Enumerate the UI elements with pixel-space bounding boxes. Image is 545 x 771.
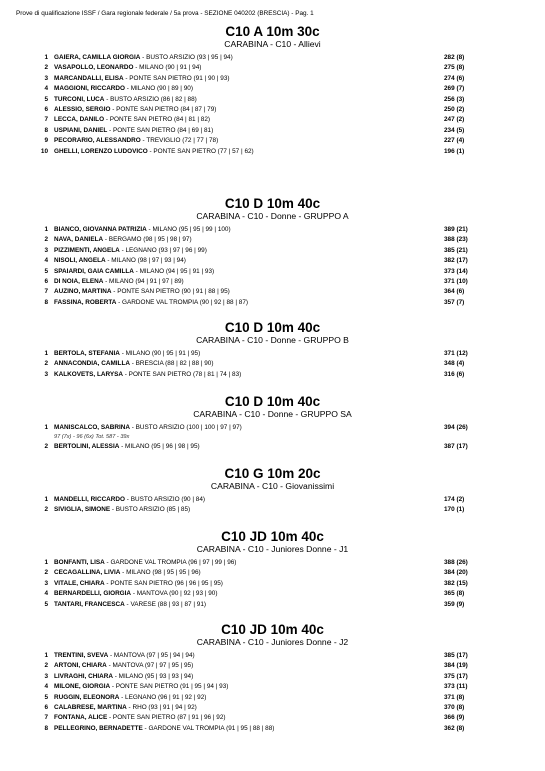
total-score: 256 (3) — [444, 95, 465, 103]
total-score: 174 (2) — [444, 496, 465, 503]
rank-number: 2 — [44, 569, 48, 577]
total-score: 388 (26) — [444, 559, 468, 566]
athlete-name: TURCONI, LUCA — [54, 95, 105, 103]
rank-number: 5 — [44, 95, 48, 103]
athlete-name: PIZZIMENTI, ANGELA — [54, 246, 120, 254]
athlete-detail: - MILANO (90 | 95 | 91 | 95) — [119, 350, 201, 357]
athlete-name: MANISCALCO, SABRINA — [54, 424, 130, 431]
athlete-entry — [54, 423, 242, 433]
athlete-name: PELLEGRINO, BERNADETTE — [54, 724, 143, 732]
rank-number: 1 — [44, 350, 48, 357]
rank-number: 2 — [44, 443, 48, 451]
athlete-entry — [54, 724, 274, 734]
total-score: 316 (6) — [444, 370, 465, 378]
athlete-name: NISOLI, ANGELA — [54, 257, 106, 265]
results-list — [0, 651, 545, 734]
athlete-detail: - MILANO (95 | 96 | 98 | 95) — [119, 443, 200, 451]
athlete-detail: - PONTE SAN PIETRO (90 | 91 | 88 | 95) — [111, 288, 230, 296]
rank-number: 2 — [44, 64, 48, 72]
result-row — [0, 63, 545, 73]
result-row — [0, 136, 545, 146]
athlete-detail: - PONTE SAN PIETRO (96 | 96 | 95 | 95) — [104, 579, 223, 587]
rank-number: 8 — [44, 724, 48, 732]
result-row — [0, 115, 545, 125]
athlete-name: RUGGIN, ELEONORA — [54, 693, 120, 701]
total-score: 359 (9) — [444, 600, 465, 608]
total-score: 362 (8) — [444, 724, 465, 732]
result-row — [0, 246, 545, 256]
rank-number: 4 — [44, 85, 48, 93]
result-row — [0, 661, 545, 671]
athlete-name: CALABRESE, MARTINA — [54, 703, 127, 711]
athlete-name: MAGGIONI, RICCARDO — [54, 85, 126, 93]
athlete-detail: - PONTE SAN PIETRO (77 | 57 | 62) — [147, 147, 254, 155]
athlete-name: ANNACONDIA, CAMILLA — [54, 360, 130, 368]
athlete-entry — [54, 589, 217, 599]
result-row — [0, 651, 545, 661]
total-score: 382 (17) — [444, 257, 468, 265]
athlete-name: KALKOVETS, LARYSA — [54, 370, 123, 378]
athlete-detail: - MILANO (90 | 91 | 94) — [133, 64, 202, 72]
result-row — [0, 95, 545, 105]
total-score: 269 (7) — [444, 85, 465, 93]
athlete-entry — [54, 495, 205, 505]
athlete-entry — [54, 105, 216, 115]
athlete-detail: - MILANO (95 | 93 | 93 | 94) — [112, 672, 194, 680]
athlete-name: MARCANDALLI, ELISA — [54, 74, 124, 82]
result-row — [0, 558, 545, 568]
rank-number: 6 — [44, 277, 48, 285]
athlete-detail: - GARDONE VAL TROMPIA (91 | 95 | 88 | 88) — [142, 724, 275, 732]
results-list — [0, 53, 545, 157]
athlete-name: GHELLI, LORENZO LUDOVICO — [54, 147, 148, 155]
athlete-detail: - BUSTO ARSIZIO (100 | 100 | 97 | 97) — [129, 424, 242, 431]
athlete-entry — [54, 84, 193, 94]
total-score: 365 (8) — [444, 590, 465, 598]
athlete-entry — [54, 277, 184, 287]
result-row — [0, 682, 545, 692]
total-score: 382 (15) — [444, 579, 468, 587]
athlete-name: ARTONI, CHIARA — [54, 662, 107, 670]
athlete-entry — [54, 349, 200, 359]
rank-number: 1 — [44, 424, 48, 431]
total-score: 371 (10) — [444, 277, 468, 285]
result-row — [0, 579, 545, 589]
results-list — [0, 423, 545, 453]
rank-number: 3 — [44, 246, 48, 254]
athlete-name: LECCA, DANILO — [54, 116, 105, 124]
total-score: 364 (6) — [444, 288, 465, 296]
section-subtitle: CARABINA - C10 - Giovanissimi — [210, 481, 335, 491]
total-score: 394 (26) — [444, 424, 468, 431]
rank-number: 4 — [44, 590, 48, 598]
athlete-entry — [54, 568, 201, 578]
total-score: 373 (14) — [444, 267, 468, 275]
result-row — [0, 713, 545, 723]
athlete-detail: - VARESE (88 | 93 | 87 | 91) — [124, 600, 206, 608]
total-score: 370 (8) — [444, 703, 465, 711]
result-row — [0, 277, 545, 287]
athlete-detail: - RHO (93 | 91 | 94 | 92) — [126, 703, 197, 711]
rank-number: 9 — [44, 137, 48, 145]
section-subtitle: CARABINA - C10 - Donne - GRUPPO B — [196, 335, 349, 345]
athlete-detail: - BUSTO ARSIZIO (90 | 84) — [125, 496, 206, 503]
athlete-entry — [54, 147, 254, 157]
total-score: 348 (4) — [444, 360, 465, 368]
rank-number: 1 — [44, 496, 48, 503]
athlete-entry — [54, 370, 241, 380]
results-section — [0, 529, 545, 610]
result-row — [0, 53, 545, 63]
athlete-name: AUZINO, MARTINA — [54, 288, 112, 296]
athlete-detail: - PONTE SAN PIETRO (84 | 87 | 79) — [110, 105, 217, 113]
athlete-detail: - BERGAMO (98 | 95 | 98 | 97) — [103, 236, 192, 244]
rank-number: 8 — [44, 126, 48, 134]
athlete-entry — [54, 661, 193, 671]
result-row — [0, 442, 545, 452]
rank-number: 7 — [44, 116, 48, 124]
total-score: 373 (11) — [444, 683, 468, 691]
result-row — [0, 672, 545, 682]
result-row — [0, 423, 545, 433]
result-row — [0, 235, 545, 245]
athlete-name: BERTOLA, STEFANIA — [54, 350, 120, 357]
athlete-entry — [54, 287, 230, 297]
athlete-detail: - MILANO (98 | 97 | 93 | 94) — [105, 257, 186, 265]
athlete-detail: - PONTE SAN PIETRO (91 | 95 | 94 | 93) — [110, 683, 229, 691]
athlete-entry — [54, 256, 186, 266]
rank-number: 3 — [44, 74, 48, 82]
rank-number: 4 — [44, 257, 48, 265]
athlete-detail: - MILANO (94 | 95 | 91 | 93) — [133, 267, 215, 275]
athlete-detail: - PONTE SAN PIETRO (84 | 81 | 82) — [104, 116, 211, 124]
section-subtitle: CARABINA - C10 - Allievi — [224, 39, 321, 49]
athlete-name: NAVA, DANIELA — [54, 236, 104, 244]
rank-number: 7 — [44, 714, 48, 722]
athlete-detail: - BUSTO ARSIZIO (86 | 82 | 88) — [104, 95, 197, 103]
total-score: 385 (21) — [444, 246, 468, 254]
rank-number: 8 — [44, 298, 48, 306]
athlete-entry — [54, 442, 200, 452]
athlete-name: BERNARDELLI, GIORGIA — [54, 590, 132, 598]
athlete-name: BONFANTI, LISA — [54, 559, 105, 566]
rank-number: 5 — [44, 600, 48, 608]
athlete-entry — [54, 95, 197, 105]
rank-number: 2 — [44, 360, 48, 368]
results-section — [0, 394, 545, 453]
result-row — [0, 84, 545, 94]
athlete-name: SPAIARDI, GAIA CAMILLA — [54, 267, 134, 275]
athlete-name: MILONE, GIORGIA — [54, 683, 111, 691]
result-row — [0, 600, 545, 610]
athlete-entry — [54, 672, 193, 682]
section-title: C10 JD 10m 40c — [221, 622, 324, 637]
athlete-entry — [54, 267, 214, 277]
results-section — [0, 320, 545, 380]
result-row — [0, 105, 545, 115]
athlete-entry — [54, 225, 231, 235]
athlete-name: FASSINA, ROBERTA — [54, 298, 117, 306]
athlete-entry — [54, 693, 206, 703]
total-score: 384 (19) — [444, 662, 468, 670]
athlete-name: TRENTINI, SVEVA — [54, 652, 109, 659]
section-subtitle: CARABINA - C10 - Donne - GRUPPO SA — [193, 409, 352, 419]
rank-number: 4 — [44, 683, 48, 691]
athlete-name: ALESSIO, SERGIO — [54, 105, 111, 113]
athlete-name: TANTARI, FRANCESCA — [54, 600, 125, 608]
athlete-entry — [54, 235, 192, 245]
rank-number: 1 — [44, 559, 48, 566]
athlete-entry — [54, 298, 248, 308]
athlete-detail: - PONTE SAN PIETRO (91 | 90 | 93) — [123, 74, 230, 82]
athlete-detail: - GARDONE VAL TROMPIA (96 | 97 | 99 | 96) — [104, 559, 237, 566]
athlete-entry — [54, 600, 206, 610]
athlete-detail: - BUSTO ARSIZIO (93 | 95 | 94) — [140, 54, 233, 61]
total-score: 282 (8) — [444, 54, 465, 61]
total-score: 384 (20) — [444, 569, 468, 577]
rank-number: 3 — [44, 672, 48, 680]
results-list — [0, 225, 545, 308]
section-title: C10 G 10m 20c — [224, 466, 321, 481]
athlete-detail: - MILANO (90 | 89 | 90) — [125, 85, 193, 93]
athlete-entry — [54, 558, 236, 568]
section-subtitle: CARABINA - C10 - Juniores Donne - J2 — [196, 637, 349, 647]
results-section — [0, 622, 545, 734]
result-row — [0, 225, 545, 235]
rank-number: 6 — [44, 703, 48, 711]
athlete-name: MANDELLI, RICCARDO — [54, 496, 126, 503]
athlete-entry — [54, 53, 233, 63]
athlete-name: CECAGALLINA, LIVIA — [54, 569, 121, 577]
total-score: 371 (8) — [444, 693, 465, 701]
athlete-detail: - MANTOVA (97 | 97 | 95 | 95) — [106, 662, 194, 670]
section-subtitle: CARABINA - C10 - Juniores Donne - J1 — [196, 544, 349, 554]
total-score: 389 (21) — [444, 226, 468, 233]
total-score: 275 (8) — [444, 64, 465, 72]
total-score: 388 (23) — [444, 236, 468, 244]
athlete-detail: - MANTOVA (90 | 92 | 93 | 90) — [131, 590, 218, 598]
rank-number: 3 — [44, 579, 48, 587]
athlete-detail: - PONTE SAN PIETRO (87 | 91 | 96 | 92) — [107, 714, 226, 722]
athlete-detail: - LEGNANO (96 | 91 | 92 | 92) — [119, 693, 207, 701]
rank-number: 1 — [44, 226, 48, 233]
athlete-detail: - BUSTO ARSIZIO (85 | 85) — [110, 506, 191, 514]
result-row — [0, 589, 545, 599]
athlete-detail: - MILANO (95 | 95 | 99 | 100) — [146, 226, 231, 233]
results-section — [0, 466, 545, 516]
result-row — [0, 287, 545, 297]
athlete-detail: - PONTE SAN PIETRO (78 | 81 | 74 | 83) — [123, 370, 242, 378]
total-score: 227 (4) — [444, 137, 465, 145]
result-row — [0, 298, 545, 308]
athlete-detail: - BRESCIA (88 | 82 | 88 | 90) — [129, 360, 214, 368]
athlete-name: VASAPOLLO, LEONARDO — [54, 64, 134, 72]
total-score: 250 (2) — [444, 105, 465, 113]
result-row — [0, 267, 545, 277]
rank-number: 2 — [44, 506, 48, 514]
result-row — [0, 359, 545, 369]
athlete-entry — [54, 651, 195, 661]
athlete-name: SIVIGLIA, SIMONE — [54, 506, 111, 514]
result-row — [0, 724, 545, 734]
athlete-name: FONTANA, ALICE — [54, 714, 108, 722]
athlete-detail: - MILANO (94 | 91 | 97 | 89) — [103, 277, 184, 285]
rank-number: 2 — [44, 236, 48, 244]
athlete-entry — [54, 579, 223, 589]
result-row — [0, 693, 545, 703]
athlete-detail: - TREVIGLIO (72 | 77 | 78) — [140, 137, 219, 145]
results-list — [0, 495, 545, 516]
athlete-name: USPIANI, DANIEL — [54, 126, 108, 134]
total-score: 247 (2) — [444, 116, 465, 124]
rank-number: 1 — [44, 652, 48, 659]
result-row — [0, 256, 545, 266]
athlete-entry — [54, 359, 213, 369]
section-title: C10 JD 10m 40c — [221, 529, 324, 544]
section-title: C10 D 10m 40c — [224, 320, 321, 335]
rank-number: 2 — [44, 662, 48, 670]
athlete-entry — [54, 136, 218, 146]
athlete-name: VITALE, CHIARA — [54, 579, 105, 587]
athlete-name: PECORARIO, ALESSANDRO — [54, 137, 141, 145]
athlete-entry — [54, 63, 201, 73]
total-score: 375 (17) — [444, 672, 468, 680]
athlete-name: BIANCO, GIOVANNA PATRIZIA — [54, 226, 147, 233]
athlete-entry — [54, 703, 197, 713]
rank-number: 10 — [40, 147, 48, 155]
result-row — [0, 147, 545, 157]
athlete-entry — [54, 126, 213, 136]
rank-number: 7 — [44, 288, 48, 296]
result-row — [0, 349, 545, 359]
athlete-entry — [54, 74, 230, 84]
total-score: 274 (6) — [444, 74, 465, 82]
total-score: 371 (12) — [444, 350, 468, 357]
athlete-name: BERTOLINI, ALESSIA — [54, 443, 120, 451]
total-score: 387 (17) — [444, 443, 468, 451]
rank-number: 5 — [44, 267, 48, 275]
result-row — [0, 495, 545, 505]
result-row — [0, 126, 545, 136]
athlete-entry — [54, 505, 190, 515]
section-title: C10 D 10m 40c — [224, 394, 321, 409]
athlete-entry — [54, 246, 207, 256]
total-score: 234 (5) — [444, 126, 465, 134]
total-score: 196 (1) — [444, 147, 465, 155]
athlete-detail: - MANTOVA (97 | 95 | 94 | 94) — [108, 652, 195, 659]
rank-number: 5 — [44, 693, 48, 701]
total-score: 170 (1) — [444, 506, 465, 514]
result-row — [0, 703, 545, 713]
athlete-detail: - GARDONE VAL TROMPIA (90 | 92 | 88 | 87) — [116, 298, 249, 306]
athlete-detail: - LEGNANO (93 | 97 | 96 | 99) — [119, 246, 207, 254]
total-score: 385 (17) — [444, 652, 468, 659]
tiebreak-text: 97 (7x) - 96 (6x) Tot. 587 - 39x — [54, 434, 130, 441]
result-row — [0, 370, 545, 380]
result-row — [0, 568, 545, 578]
section-subtitle: CARABINA - C10 - Donne - GRUPPO A — [196, 211, 349, 221]
results-list — [0, 349, 545, 380]
total-score: 366 (9) — [444, 714, 465, 722]
total-score: 357 (7) — [444, 298, 465, 306]
athlete-entry — [54, 682, 228, 692]
section-title: C10 A 10m 30c — [225, 24, 320, 39]
results-section — [0, 196, 545, 308]
tiebreak-note — [0, 433, 545, 442]
athlete-name: LIVRAGHI, CHIARA — [54, 672, 113, 680]
rank-number: 1 — [44, 54, 48, 61]
rank-number: 3 — [44, 370, 48, 378]
result-row — [0, 505, 545, 515]
athlete-name: DI NOIA, ELENA — [54, 277, 104, 285]
result-row — [0, 74, 545, 84]
rank-number: 6 — [44, 105, 48, 113]
athlete-entry — [54, 713, 226, 723]
athlete-detail: - MILANO (98 | 95 | 95 | 96) — [120, 569, 201, 577]
results-section — [0, 24, 545, 157]
athlete-detail: - PONTE SAN PIETRO (84 | 69 | 81) — [107, 126, 214, 134]
section-title: C10 D 10m 40c — [224, 196, 321, 211]
athlete-entry — [54, 115, 210, 125]
athlete-name: GAIERA, CAMILLA GIORGIA — [54, 54, 141, 61]
results-list — [0, 558, 545, 610]
page-header: Prove di qualificazione ISSF / Gara regionale federale / 5a prova - SEZIONE 040202 (BRESCIA) - Pag. 1 — [16, 10, 314, 17]
